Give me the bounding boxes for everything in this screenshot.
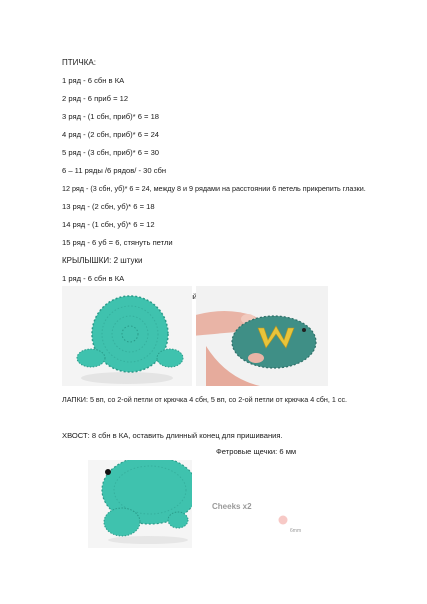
wings-row-1: 1 ряд - 6 сбн в КА xyxy=(62,274,125,283)
row-14: 14 ряд - (1 сбн, уб)* 6 = 12 xyxy=(62,220,155,229)
cheeks-label: Cheeks x2 xyxy=(212,502,252,511)
hand-photo xyxy=(196,286,328,386)
bird-body-photo xyxy=(62,286,192,386)
felt-cheeks-label: Фетровые щечки: 6 мм xyxy=(216,447,297,456)
row-13: 13 ряд - (2 сбн, уб)* 6 = 18 xyxy=(62,202,155,211)
row-4: 4 ряд - (2 сбн, приб)* 6 = 24 xyxy=(62,130,160,139)
pattern-title: ПТИЧКА: xyxy=(62,58,96,67)
row-12: 12 ряд - (3 сбн, уб)* 6 = 24, между 8 и 9 рядами на расстоянии 6 петель прикрепить глазки. xyxy=(62,184,366,193)
feet-instructions: ЛАПКИ: 5 вп, со 2-ой петли от крючка 4 сбн, 5 вп, со 2-ой петли от крючка 4 сбн, 1 сс. xyxy=(62,395,348,404)
row-15: 15 ряд - 6 уб = 6, стянуть петли xyxy=(62,238,173,247)
cheeks-photo xyxy=(204,488,304,536)
row-3: 3 ряд - (1 сбн, приб)* 6 = 18 xyxy=(62,112,160,121)
tail-instructions: ХВОСТ: 8 сбн в КА, оставить длинный конец для пришивания. xyxy=(62,431,283,440)
bird-side-photo xyxy=(88,460,192,548)
wings-heading: КРЫЛЫШКИ: 2 штуки xyxy=(62,256,143,265)
row-6-11: 6 – 11 ряды /6 рядов/ - 30 сбн xyxy=(62,166,167,175)
row-1: 1 ряд - 6 сбн в КА xyxy=(62,76,125,85)
row-2: 2 ряд - 6 приб = 12 xyxy=(62,94,129,103)
row-5: 5 ряд - (3 сбн, приб)* 6 = 30 xyxy=(62,148,160,157)
cheeks-size: 6mm xyxy=(290,528,302,534)
